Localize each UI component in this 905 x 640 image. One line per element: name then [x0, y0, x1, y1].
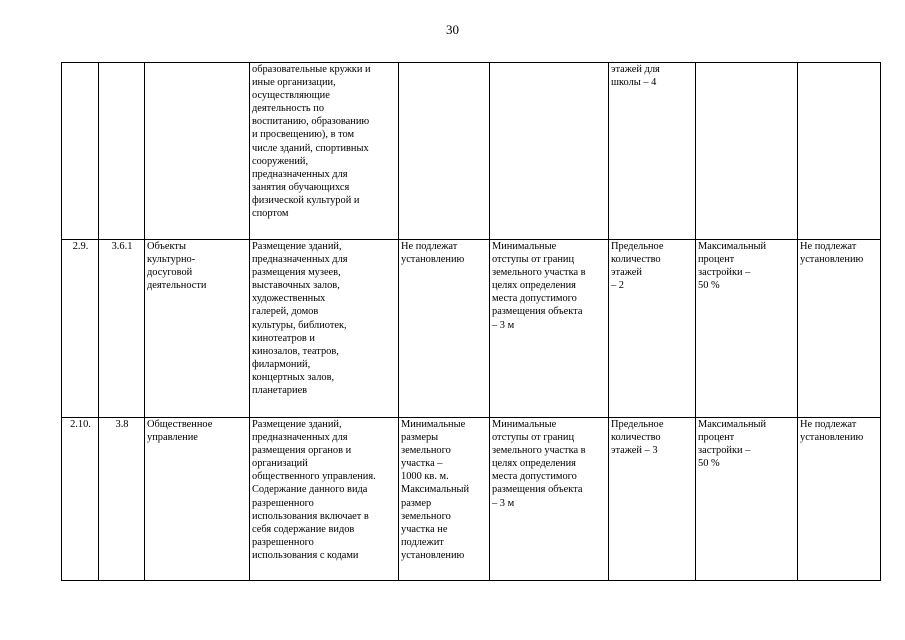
page-number: 30	[446, 22, 459, 37]
table-row	[62, 240, 881, 418]
description-cell: Размещение зданий, предназначенных для размещения музеев, выставочных залов, художественных галерей, домов культуры, библиотек, кинотеатров и кинозалов, театров, филармоний, концертных залов, планетариев	[250, 240, 399, 418]
row-number-cell	[62, 63, 99, 240]
use-name-cell	[145, 63, 250, 240]
floors-cell: Предельное количество этажей – 3	[609, 418, 696, 581]
table-row	[62, 418, 881, 581]
table-row	[62, 63, 881, 240]
plot-size-cell: Минимальные размеры земельного участка – 1000 кв. м. Максимальный размер земельного участка не подлежит установлению	[399, 418, 490, 581]
use-code-cell: 3.8	[99, 418, 145, 581]
plot-size-cell	[399, 63, 490, 240]
setbacks-cell: Минимальные отступы от границ земельного участка в целях определения места допустимого размещения объекта – 3 м	[490, 418, 609, 581]
floors-cell: Предельное количество этажей – 2	[609, 240, 696, 418]
use-name-cell: Общественное управление	[145, 418, 250, 581]
coverage-cell	[696, 63, 798, 240]
use-name-cell: Объекты культурно- досуговой деятельности	[145, 240, 250, 418]
other-params-cell: Не подлежат установлению	[798, 240, 881, 418]
description-cell: Размещение зданий, предназначенных для размещения органов и организаций общественного управления. Содержание данного вида разрешенного использования включает в себя содержание видов разрешенного использования с кодами	[250, 418, 399, 581]
regulations-table	[61, 62, 881, 581]
row-number-cell: 2.10.	[62, 418, 99, 581]
setbacks-cell	[490, 63, 609, 240]
coverage-cell: Максимальный процент застройки – 50 %	[696, 240, 798, 418]
setbacks-cell: Минимальные отступы от границ земельного участка в целях определения места допустимого размещения объекта – 3 м	[490, 240, 609, 418]
floors-cell: этажей для школы – 4	[609, 63, 696, 240]
plot-size-cell: Не подлежат установлению	[399, 240, 490, 418]
use-code-cell	[99, 63, 145, 240]
use-code-cell: 3.6.1	[99, 240, 145, 418]
row-number-cell: 2.9.	[62, 240, 99, 418]
coverage-cell: Максимальный процент застройки – 50 %	[696, 418, 798, 581]
other-params-cell	[798, 63, 881, 240]
other-params-cell: Не подлежат установлению	[798, 418, 881, 581]
description-cell: образовательные кружки и иные организации, осуществляющие деятельность по воспитанию, образованию и просвещению), в том числе зданий, спортивных сооружений, предназначенных для занятия обучающихся физической культурой и спортом	[250, 63, 399, 240]
